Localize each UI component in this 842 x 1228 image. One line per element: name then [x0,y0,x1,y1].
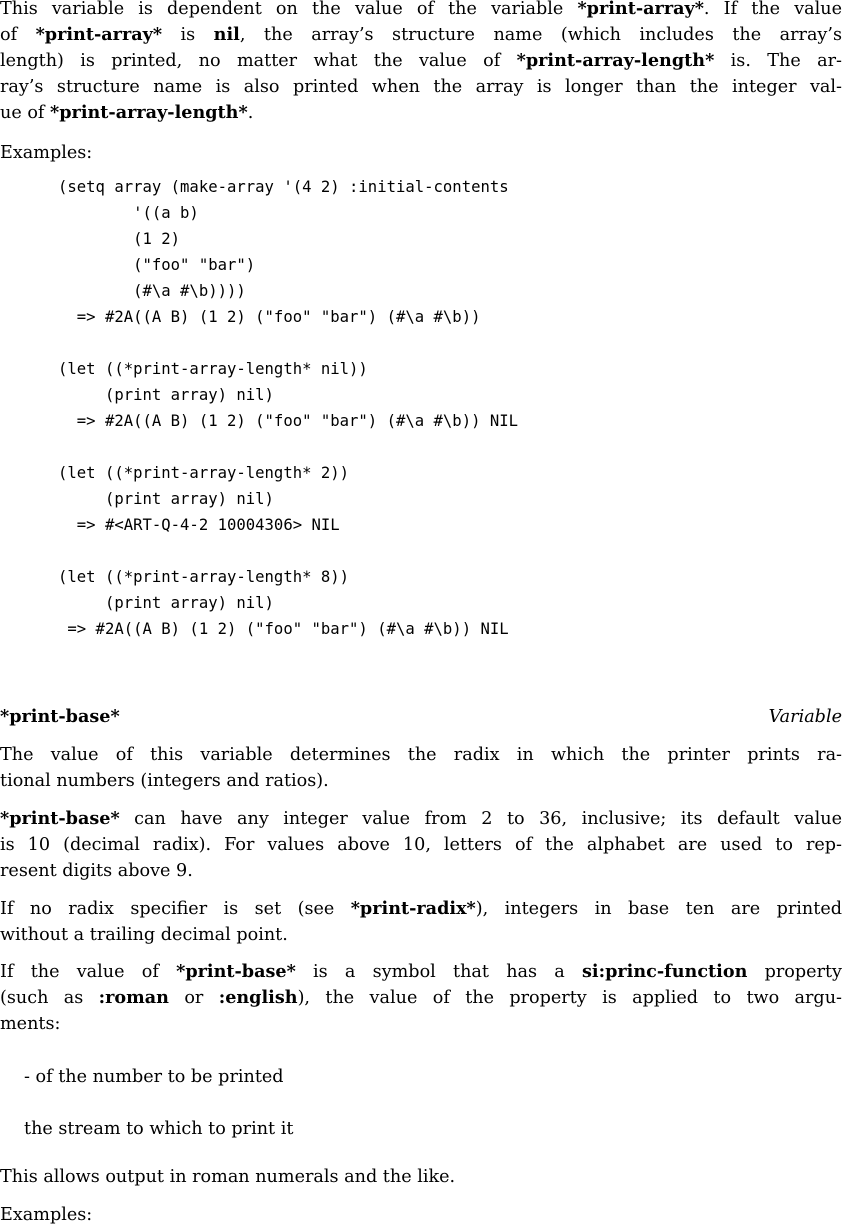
variable-name: *print-base* [0,706,120,727]
code-line [58,434,518,460]
code-line: => #<ART-Q-4-2 10004306> NIL [58,516,340,534]
code-line: => #2A((A B) (1 2) ("foo" "bar") (#\a #\b)) [58,308,481,326]
code-line: (let ((*print-array-length* nil)) [58,360,368,378]
examples-label-1: Examples: [0,143,93,163]
code-line: '((a b) [58,204,199,222]
code-line: => #2A((A B) (1 2) ("foo" "bar") (#\a #\b)) NIL [58,620,509,638]
code-line: ("foo" "bar") [58,256,256,274]
code-line [58,538,518,564]
intro-paragraph: This variable is dependent on the value of the variable *print-array*. If the value of *print-array* is nil, the array’s structure name (which includes the array’s length) is printed, no matter what the value of *print-array-length* is. The ar- ray’s structure name is also printed when the array is longer than the integer val- ue of *print-array-length*. [0,0,842,123]
code-line [58,330,518,356]
section-heading [0,704,842,730]
description-paragraph-3: If no radix specifier is set (see *print-radix*), integers in base ten are printed without a trailing decimal point. [0,898,842,945]
description-paragraph-1: The value of this variable determines the radix in which the printer prints ra- tional numbers (integers and ratios). [0,745,842,791]
argument-item: - of the number to be printed [24,1067,284,1087]
code-line: (#\a #\b)))) [58,282,246,300]
description-paragraph-5: This allows output in roman numerals and the like. [0,1167,456,1187]
code-line: => #2A((A B) (1 2) ("foo" "bar") (#\a #\b)) NIL [58,412,519,430]
code-line: (print array) nil) [58,490,274,508]
entry-kind: Variable [768,707,842,727]
examples-label-2: Examples: [0,1205,93,1225]
code-line: (print array) nil) [58,386,274,404]
code-line: (setq array (make-array '(4 2) :initial-contents [58,178,509,196]
code-line: (1 2) [58,230,181,248]
code-line: (let ((*print-array-length* 2)) [58,464,350,482]
description-paragraph-4: If the value of *print-base* is a symbol that has a si:princ-function property (such as :roman or :english), the value of the property is applied to two argu- ments: [0,961,842,1034]
code-line: (let ((*print-array-length* 8)) [58,568,350,586]
code-example-1 [58,174,518,642]
description-paragraph-2: *print-base* can have any integer value from 2 to 36, inclusive; its default value is 10 (decimal radix). For values above 10, letters of the alphabet are used to rep- resent digits above 9. [0,808,842,881]
argument-item: the stream to which to print it [24,1119,294,1139]
code-line: (print array) nil) [58,594,274,612]
